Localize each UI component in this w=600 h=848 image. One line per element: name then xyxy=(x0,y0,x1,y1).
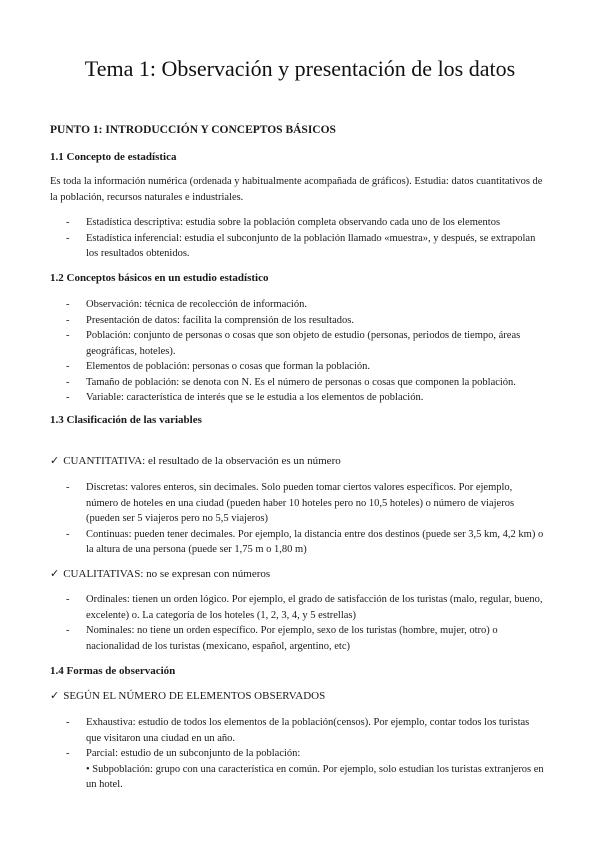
list-item: - Población: conjunto de personas o cosas que son objeto de estudio (personas, periodos de tiempo, áreas geográficas, hoteles). xyxy=(66,330,521,357)
subsection-heading-1-3: 1.3 Clasificación de las variables xyxy=(50,414,202,426)
check-icon: ✓ xyxy=(50,690,60,702)
list-item: - Observación: técnica de recolección de información. xyxy=(66,299,307,310)
list-cualitativas xyxy=(66,592,546,654)
check-label-cuantitativa: ✓ CUANTITATIVA: el resultado de la observación es un número xyxy=(50,455,341,467)
page-title: Tema 1: Observación y presentación de los datos xyxy=(84,56,516,81)
list-estadistica-types xyxy=(66,215,546,262)
list-item: - Variable: característica de interés que se le estudia a los elementos de población. xyxy=(66,392,424,403)
list-formas-observacion xyxy=(66,715,546,793)
list-item: - Exhaustiva: estudio de todos los elementos de la población(censos). Por ejemplo, contar todos los turistas que visitaron una ciudad en un año. xyxy=(66,717,530,744)
list-conceptos xyxy=(66,297,546,406)
subsection-heading-1-2: 1.2 Conceptos básicos en un estudio estadístico xyxy=(50,272,269,284)
check-label-numero-elementos: ✓ SEGÚN EL NÚMERO DE ELEMENTOS OBSERVADOS xyxy=(50,690,326,702)
list-item: - Parcial: estudio de un subconjunto de la población: • Subpoblación: grupo con una característica en común. Por ejemplo, solo estudian los turistas extranjeros en un hotel. xyxy=(66,746,546,793)
list-item: - Nominales: no tiene un orden específico. Por ejemplo, sexo de los turistas (hombre, mujer, otro) o nacionalidad de los turistas (mexicano, español, argentino, etc) xyxy=(66,625,498,652)
check-label-cualitativas: ✓ CUALITATIVAS: no se expresan con números xyxy=(50,568,271,580)
list-item: - Discretas: valores enteros, sin decimales. Solo pueden tomar ciertos valores específicos. Por ejemplo, número de hoteles en una ciudad (pueden haber 10 hoteles pero no 10,5 hoteles) o número de viajeros (pueden ser 5 viajeros pero no 5,5 viajeros) xyxy=(66,482,515,524)
section-heading-punto-1: PUNTO 1: INTRODUCCIÓN Y CONCEPTOS BÁSICOS xyxy=(50,124,336,136)
list-item: - Continuas: pueden tener decimales. Por ejemplo, la distancia entre dos destinos (puede ser 3,5 km, 4,2 km) o la altura de una persona (puede ser 1,75 m o 1,80 m) xyxy=(66,528,544,555)
check-icon: ✓ xyxy=(50,455,60,467)
list-item: - Ordinales: tienen un orden lógico. Por ejemplo, el grado de satisfacción de los turistas (malo, regular, bueno, excelente) o. La categoría de los hoteles (1, 2, 3, 4, y 5 estrellas) xyxy=(66,594,543,621)
list-item: - Estadística descriptiva: estudia sobre la población completa observando cada uno de los elementos xyxy=(66,217,501,228)
list-item: - Elementos de población: personas o cosas que forman la población. xyxy=(66,361,371,372)
list-item: - Presentación de datos: facilita la comprensión de los resultados. xyxy=(66,314,354,326)
subsection-heading-1-1: 1.1 Concepto de estadística xyxy=(50,151,177,163)
sub-list-item: • Subpoblación: grupo con una característica en común. Por ejemplo, solo estudian los turistas extranjeros en un hotel. xyxy=(86,763,544,790)
paragraph-definition: Es toda la información numérica (ordenada y habitualmente acompañada de gráficos). Estudia: datos cuantitativos de la población, recursos naturales e industriales. xyxy=(50,176,543,203)
check-icon: ✓ xyxy=(50,568,60,580)
list-cuantitativa xyxy=(66,480,546,558)
list-item: - Tamaño de población: se denota con N. Es el número de personas o cosas que componen la población. xyxy=(66,376,516,388)
subsection-heading-1-4: 1.4 Formas de observación xyxy=(50,665,176,677)
list-item: - Estadística inferencial: estudia el subconjunto de la población llamado «muestra», y después, se extrapolan los resultados obtenidos. xyxy=(66,232,536,259)
